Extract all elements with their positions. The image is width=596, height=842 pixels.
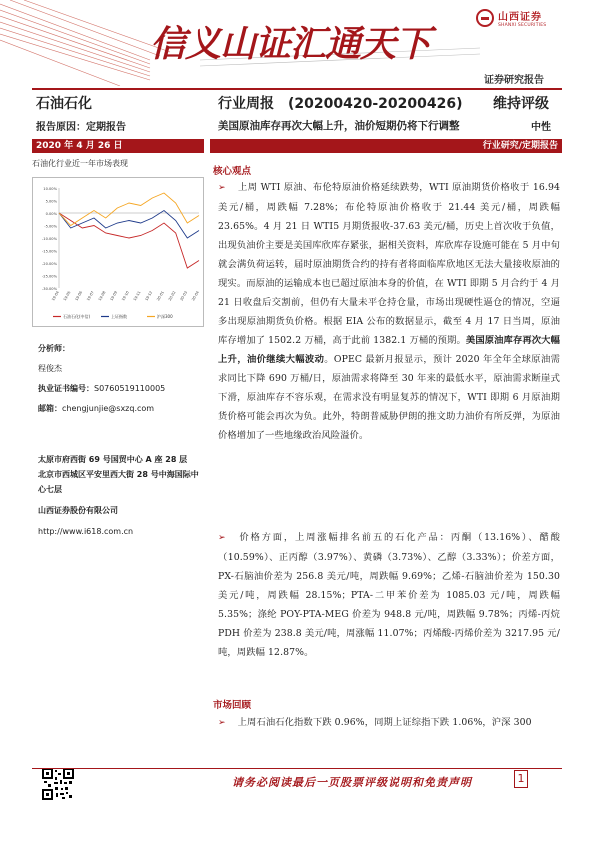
address-beijing: 北京市西城区平安里西大街 28 号中海国际中心七层: [38, 470, 199, 494]
header-banner: [0, 0, 596, 86]
bullet-icon: ➢: [218, 718, 226, 728]
x-tick-label: 19-11: [132, 290, 142, 302]
sidebar: [32, 158, 204, 327]
performance-chart: [32, 177, 204, 327]
x-tick-label: 19-12: [144, 290, 154, 302]
report-reason: 报告原因：定期报告: [36, 122, 126, 133]
x-tick-label: 19-06: [74, 290, 84, 302]
x-tick-label: 19-09: [109, 290, 119, 302]
report-title: 行业周报 (20200420-20200426): [218, 96, 463, 112]
para1-highlight: 美国原油库存再次大幅上升，油价继续大幅波动: [218, 335, 560, 365]
y-tick-label: -30.00%: [42, 287, 57, 291]
report-category: 行业研究/定期报告: [210, 139, 562, 153]
address-taiyuan: 太原市府西街 69 号国贸中心 A 座 28 层: [38, 455, 188, 464]
core-paragraph-2: [218, 528, 560, 662]
analyst-title: 分析师：: [38, 344, 70, 353]
chart-svg: [33, 178, 205, 328]
y-tick-label: -10.00%: [42, 237, 57, 241]
y-tick-label: 0.00%: [45, 212, 57, 216]
x-tick-label: 19-10: [121, 290, 130, 302]
legend-label: 石油石化(中信): [63, 314, 91, 319]
legend-label: 上证指数: [111, 314, 127, 319]
x-tick-label: 19-04: [51, 290, 60, 302]
footer-divider: [32, 768, 562, 769]
series-line: [59, 211, 199, 239]
x-tick-label: 20-04: [191, 290, 200, 302]
logo-cn: 山西证券: [498, 12, 542, 23]
chart-title: 石油化行业近一年市场表现: [32, 159, 128, 168]
y-tick-label: -5.00%: [44, 224, 57, 229]
divider: [32, 88, 562, 90]
x-tick-label: 19-05: [62, 290, 72, 302]
email-link[interactable]: chengjunjie@sxzq.com: [62, 404, 155, 413]
para2-text: 价格方面，上周涨幅排名前五的石化产品：丙酮（13.16%）、醋酸（10.59%）、正丙醇（3.97%）、黄磷（3.73%）、乙醇（3.33%）；价差方面，PX-石脑油价差为 256.8 美元/吨，周跌幅 9.69%；乙烯-石脑油价差为 150.30 美元/吨，周跌幅 28.15%；PTA-二甲苯价差为 1085.03 元/吨，周跌幅 5.35%；涤纶 POY-PTA-MEG 价差为 948.8 元/吨，周跌幅 9.78%；丙烯-丙烷 PDH 价差为 238.8 美元/吨，周涨幅 11.07%；丙烯酸-丙烯价差为 3217.95 元/吨，周跌幅 12.87%。: [218, 532, 560, 658]
cert-number: S0760519110005: [94, 384, 166, 393]
x-tick-label: 19-07: [86, 290, 95, 302]
analyst-name: 程俊杰: [38, 364, 62, 373]
x-tick-label: 19-08: [97, 290, 107, 302]
page-number: 1: [514, 770, 528, 788]
section-title-review: 市场回顾: [213, 700, 252, 711]
website-link[interactable]: http://www.i618.com.cn: [38, 527, 134, 536]
x-tick-label: 20-03: [179, 290, 189, 302]
report-type: 证券研究报告: [484, 75, 544, 86]
y-tick-label: 5.00%: [45, 199, 57, 204]
report-date: 2020 年 4 月 26 日: [32, 139, 204, 153]
legend-label: 沪深300: [157, 314, 173, 319]
qr-code-icon: [42, 768, 74, 800]
footer-disclaimer: 请务必阅读最后一页股票评级说明和免责声明: [232, 776, 472, 789]
para3-text: 上周石油石化指数下跌 0.96%，同期上证综指下跌 1.06%，沪深 300: [237, 717, 532, 728]
industry-name: 石油石化: [36, 96, 92, 112]
analyst-info: [38, 343, 165, 423]
core-paragraph-1: [218, 178, 560, 445]
bullet-icon: ➢: [218, 533, 226, 543]
email-label: 邮箱：: [38, 404, 62, 413]
bullet-icon: ➢: [218, 183, 226, 193]
series-line: [59, 213, 199, 268]
review-paragraph: [218, 713, 560, 733]
x-tick-label: 20-02: [167, 290, 177, 302]
rating-label: 维持评级: [493, 96, 549, 112]
para1-text-a: 上周 WTI 原油、布伦特原油价格延续跌势，WTI 原油期货价格收于 16.94 美元/桶，周跌幅 7.28%；布伦特原油价格收于 21.44 美元/桶，周跌幅 23.65%。4 月 21 日 WTI5 月期货报收-37.63 美元/桶，历史上首次收于负值，出现负油价主要是美国库欣库存紧张，据相关资料，库欣库存设施可能在 5 月中旬就会满负荷运转，届时原油期货合约的持有者将面临库欣地区无法大量接收原油的现实。而原油的运输成本也已超过原油本身的价值，在 WTI 即期 5 月合约于 4 月 21 日收盘后交割前，但仍有大量未平仓持仓量，市场出现硬性逼仓的情况，空逼多出现原油期货负价格。根据 EIA 公布的数据显示，截至 4 月 17 日当周，原油库存增加了 1502.2 万桶，高于此前 1382.1 万桶的预期。: [218, 182, 560, 346]
cert-label: 执业证书编号：: [38, 384, 94, 393]
para1-text-b: 。OPEC 最新月报显示，预计 2020 年全年全球原油需求同比下降 690 万桶/日，原油需求将降至 30 年来的最低水平，原油需求断崖式下滑，原油库存不容乐观，在需求没有明显复苏的情况下，WTI 即期 6 月原油期货价格可能会再次为负。此外，特朗普威胁伊朗的推文助力油价有所反弹，为原油价格增加了一些地缘政治风险溢价。: [218, 354, 560, 441]
headline: 美国原油库存再次大幅上升，油价短期仍将下行调整: [218, 120, 460, 132]
rating-value: 中性: [531, 122, 551, 133]
y-tick-label: -20.00%: [42, 262, 57, 266]
x-tick-label: 20-01: [156, 290, 165, 302]
company-name: 山西证券股份有限公司: [38, 506, 118, 515]
address-info: [38, 452, 204, 539]
section-title-core: 核心观点: [213, 166, 252, 177]
logo-en: SHANXI SECURITIES: [498, 23, 547, 28]
company-logo: [476, 8, 546, 28]
y-tick-label: 10.00%: [43, 187, 57, 191]
logo-icon: [476, 9, 494, 27]
banner-slogan: 信义山证汇通天下: [150, 23, 431, 65]
y-tick-label: -25.00%: [42, 274, 57, 279]
y-tick-label: -15.00%: [42, 249, 57, 254]
